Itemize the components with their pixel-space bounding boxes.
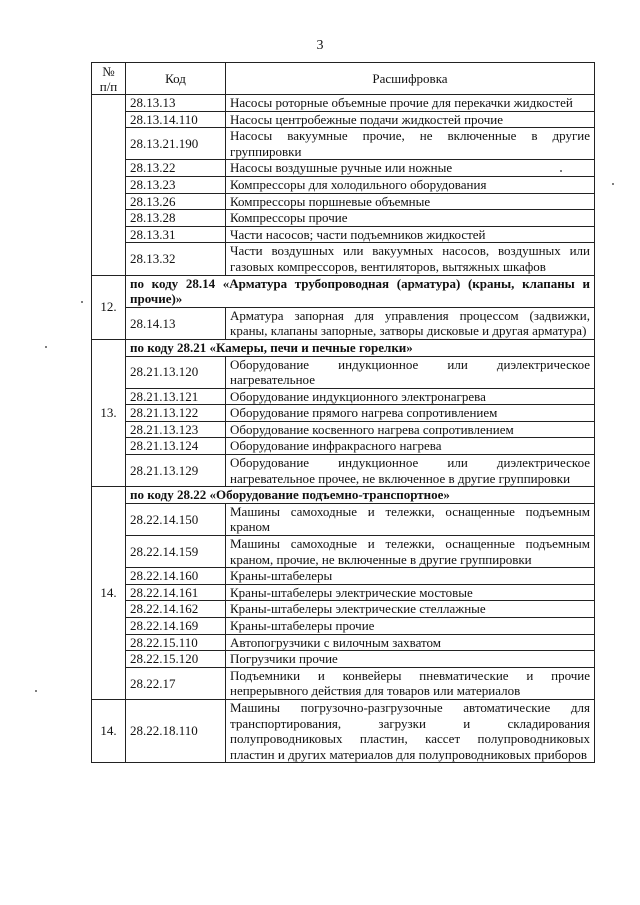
code-cell: 28.13.13 [126,95,226,112]
code-cell: 28.22.14.160 [126,568,226,585]
table-row [92,503,595,535]
code-cell: 28.21.13.129 [126,455,226,487]
table-row [92,618,595,635]
code-cell: 28.21.13.122 [126,405,226,422]
desc-cell: Краны-штабелеры электрические стеллажные [226,601,595,618]
table-row [92,568,595,585]
code-cell: 28.22.14.162 [126,601,226,618]
desc-cell: Насосы вакуумные прочие, не включенные в другие группировки [226,128,595,160]
code-cell: 28.13.32 [126,243,226,275]
desc-cell: Насосы роторные объемные прочие для перекачки жидкостей [226,95,595,112]
desc-cell: Оборудование инфракрасного нагрева [226,438,595,455]
table-row [92,584,595,601]
code-cell: 28.22.15.120 [126,651,226,668]
desc-cell: Оборудование индукционного электронагрева [226,388,595,405]
page-number: 3 [316,38,324,53]
group-title: по коду 28.22 «Оборудование подъемно-транспортное» [126,487,595,504]
row-number-cell: 12. [92,275,126,339]
desc-cell: Компрессоры прочие [226,210,595,227]
code-cell: 28.22.14.169 [126,618,226,635]
desc-cell: Компрессоры поршневые объемные [226,193,595,210]
table-row [92,421,595,438]
desc-cell: Автопогрузчики с вилочным захватом [226,634,595,651]
table-row [92,193,595,210]
code-cell: 28.21.13.123 [126,421,226,438]
desc-cell: Оборудование косвенного нагрева сопротивлением [226,421,595,438]
group-header-row [92,339,595,356]
table-row [92,111,595,128]
desc-cell: Краны-штабелеры электрические мостовые [226,584,595,601]
classification-table [91,62,595,763]
desc-cell: Оборудование прямого нагрева сопротивлением [226,405,595,422]
table-row [92,160,595,177]
desc-cell: Части воздушных или вакуумных насосов, воздушных или газовых компрессоров, вентиляторов, вытяжных шкафов [226,243,595,275]
table-row [92,356,595,388]
scan-speck [81,301,83,303]
desc-cell: Оборудование индукционное или диэлектрическое нагревательное прочее, не включенное в другие группировки [226,455,595,487]
code-cell: 28.13.21.190 [126,128,226,160]
row-number-cell: 14. [92,699,126,762]
table-row [92,176,595,193]
group-header-row [92,275,595,307]
table-row [92,307,595,339]
desc-cell: Машины самоходные и тележки, оснащенные подъемным краном, прочие, не включенные в другие группировки [226,536,595,568]
desc-cell: Насосы воздушные ручные или ножные [226,160,595,177]
code-cell: 28.13.31 [126,226,226,243]
table-row [92,667,595,699]
table-row [92,455,595,487]
desc-cell: Машины самоходные и тележки, оснащенные подъемным краном [226,503,595,535]
row-number-cell: 14. [92,487,126,700]
table-header-row [92,63,595,95]
code-cell: 28.22.17 [126,667,226,699]
table-row [92,388,595,405]
row-number-cell [92,95,126,276]
code-cell: 28.21.13.124 [126,438,226,455]
code-cell: 28.21.13.121 [126,388,226,405]
scan-speck [612,183,614,185]
code-cell: 28.13.26 [126,193,226,210]
desc-cell: Подъемники и конвейеры пневматические и прочие непрерывного действия для товаров или материалов [226,667,595,699]
table-row [92,128,595,160]
desc-cell: Части насосов; части подъемников жидкостей [226,226,595,243]
desc-cell: Насосы центробежные подачи жидкостей прочие [226,111,595,128]
header-desc: Расшифровка [226,63,595,95]
table-row [92,405,595,422]
table-row [92,601,595,618]
table-row [92,536,595,568]
header-num: № п/п [92,63,126,95]
code-cell: 28.22.18.110 [126,699,226,762]
code-cell: 28.21.13.120 [126,356,226,388]
table-row [92,95,595,112]
desc-cell: Машины погрузочно-разгрузочные автоматические для транспортирования, загрузки и складирования полупроводниковых пластин, кассет полупроводниковых пластин и других материалов для полупроводниковых приборов [226,699,595,762]
desc-cell: Арматура запорная для управления процессом (задвижки, краны, клапаны запорные, затворы дисковые и другая арматура) [226,307,595,339]
desc-cell: Погрузчики прочие [226,651,595,668]
desc-cell: Краны-штабелеры прочие [226,618,595,635]
code-cell: 28.13.22 [126,160,226,177]
group-header-row [92,487,595,504]
table-row [92,243,595,275]
table-row [92,699,595,762]
header-code: Код [126,63,226,95]
scan-speck [45,346,47,348]
scan-speck [560,170,562,172]
row-number-cell: 13. [92,339,126,486]
code-cell: 28.14.13 [126,307,226,339]
code-cell: 28.22.15.110 [126,634,226,651]
desc-cell: Оборудование индукционное или диэлектрическое нагревательное [226,356,595,388]
table-row [92,438,595,455]
group-title: по коду 28.21 «Камеры, печи и печные горелки» [126,339,595,356]
table-row [92,651,595,668]
code-cell: 28.22.14.161 [126,584,226,601]
code-cell: 28.22.14.159 [126,536,226,568]
desc-cell: Компрессоры для холодильного оборудования [226,176,595,193]
table-row [92,210,595,227]
code-cell: 28.13.23 [126,176,226,193]
table-row [92,634,595,651]
scan-speck [35,690,37,692]
code-cell: 28.13.28 [126,210,226,227]
code-cell: 28.13.14.110 [126,111,226,128]
desc-cell: Краны-штабелеры [226,568,595,585]
code-cell: 28.22.14.150 [126,503,226,535]
table-row [92,226,595,243]
group-title: по коду 28.14 «Арматура трубопроводная (арматура) (краны, клапаны и прочие)» [126,275,595,307]
